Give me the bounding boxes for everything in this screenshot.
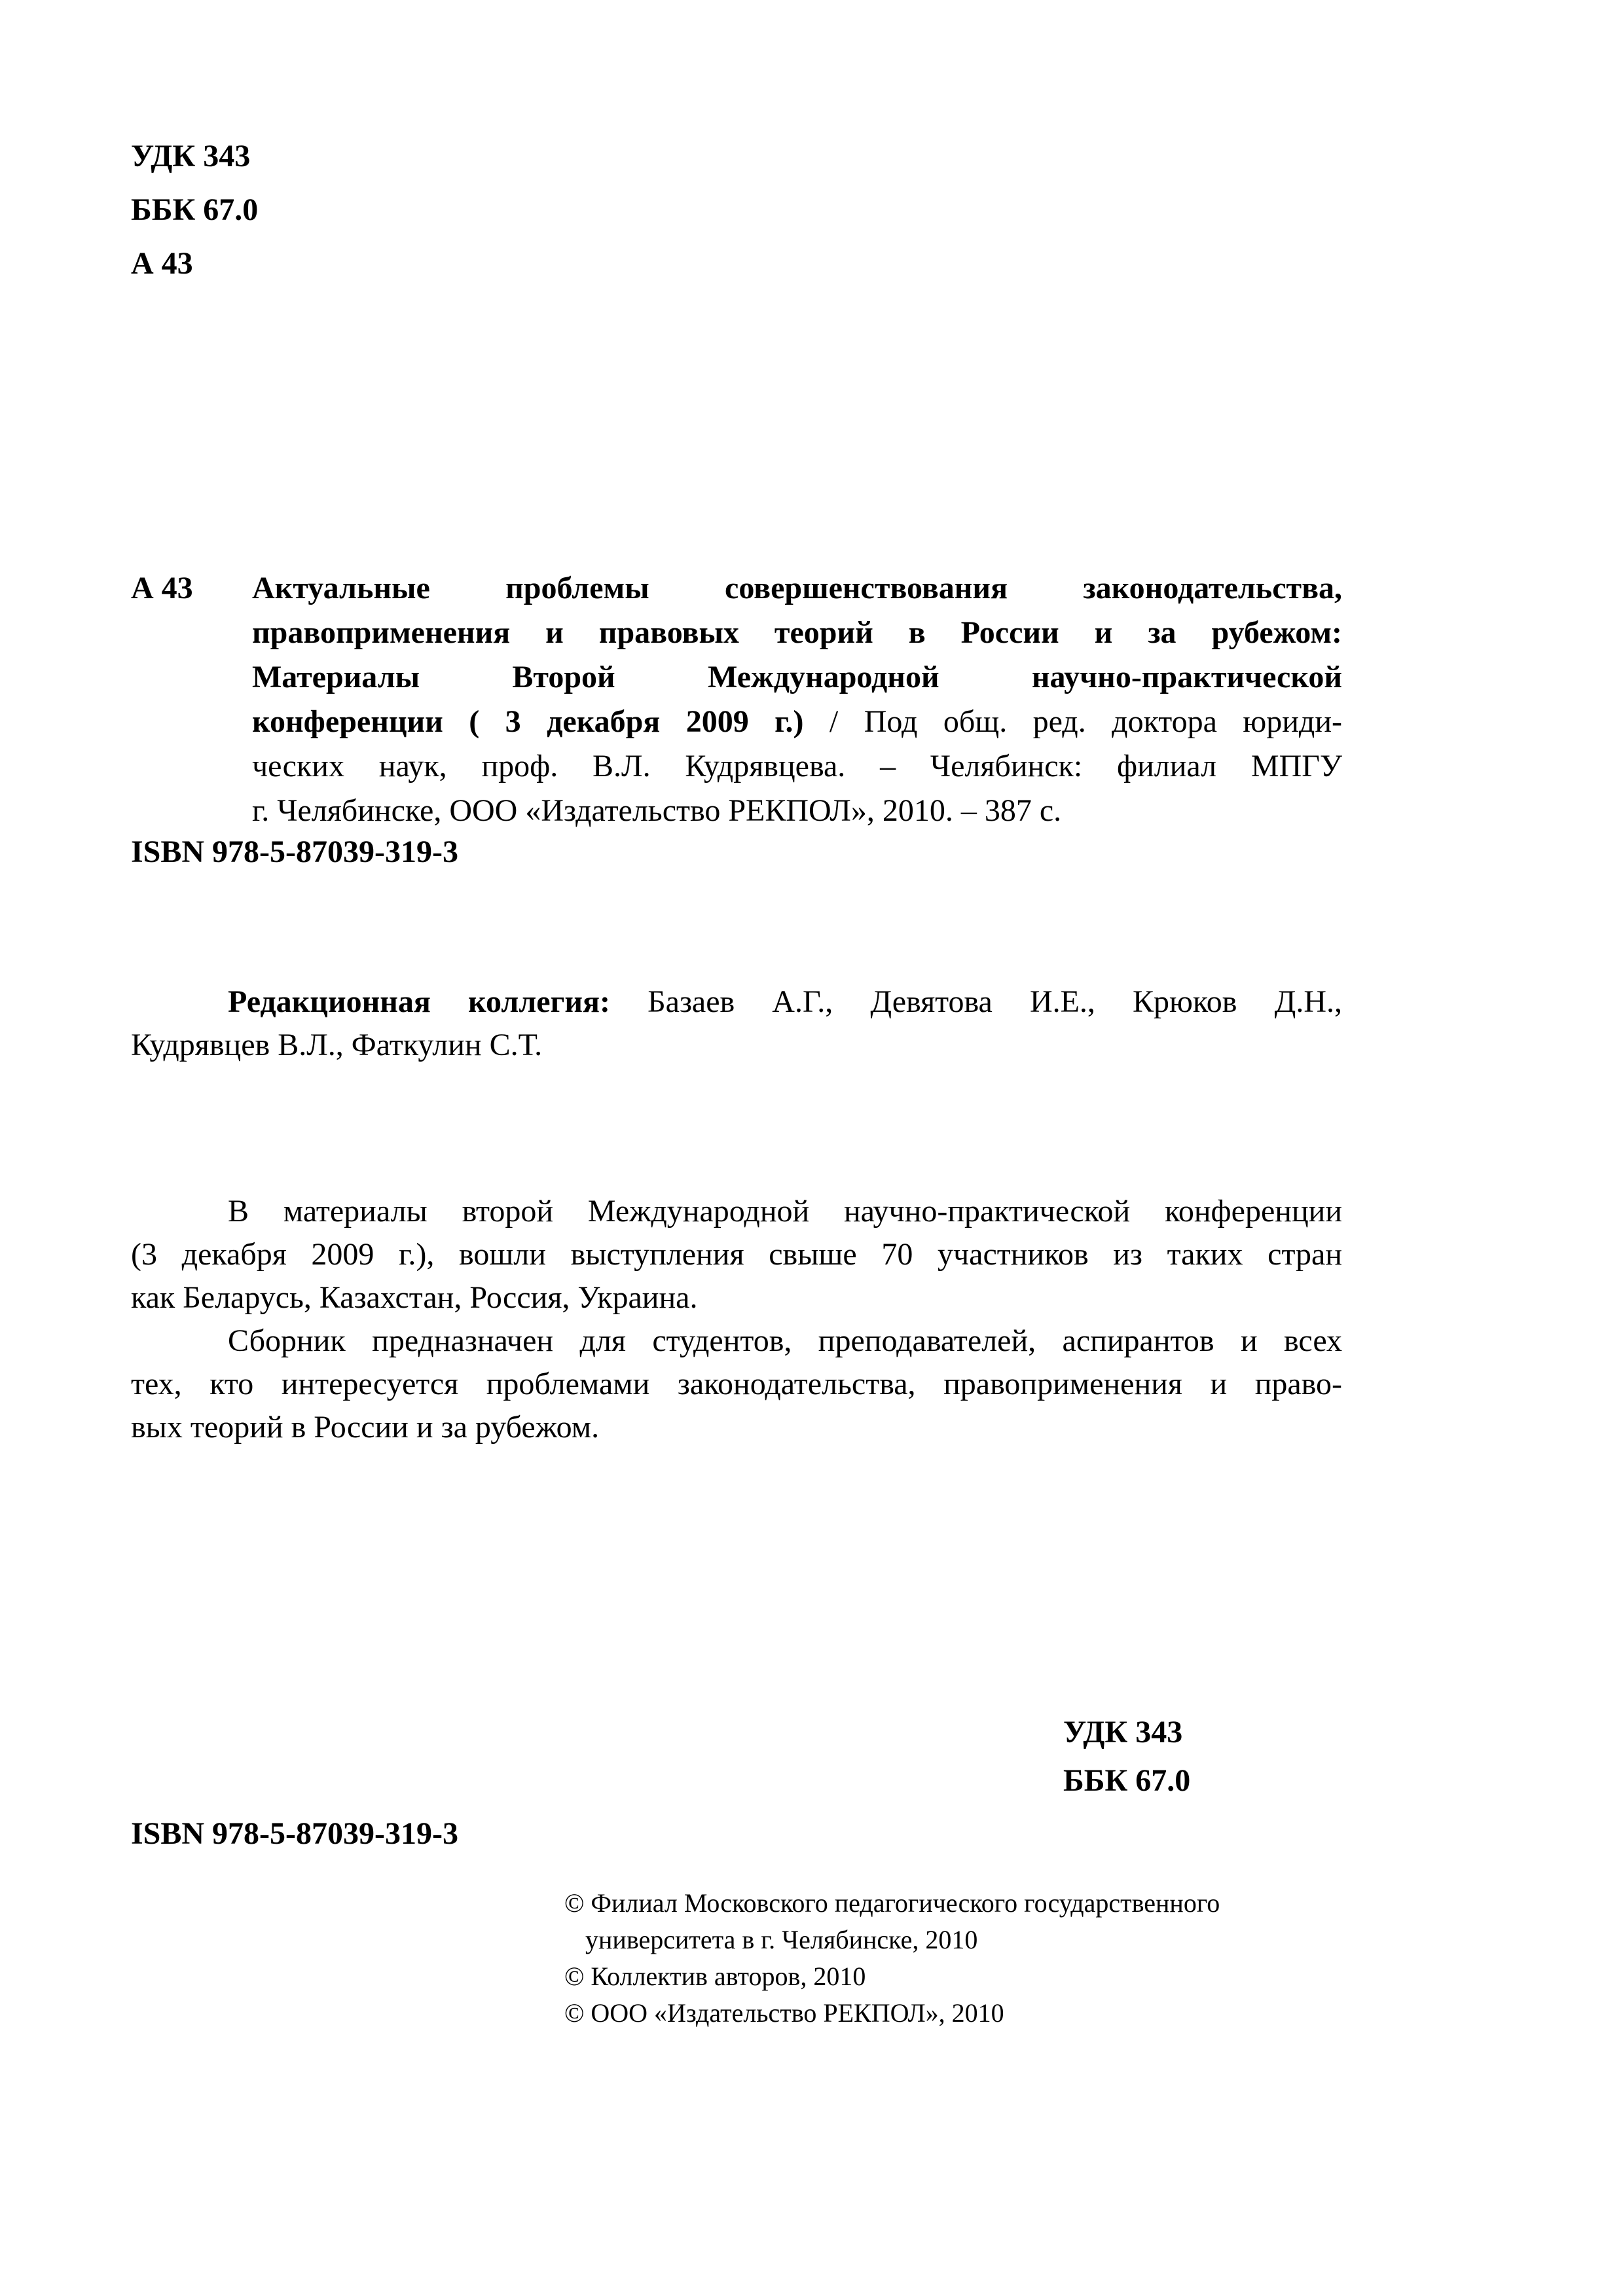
biblio-title-part: Актуальные проблемы совершенствования законодательства, (252, 571, 1342, 605)
biblio-line (252, 611, 1342, 655)
annotation-line: (3 декабря 2009 г.), вошли выступления свыше 70 участников из таких стран (131, 1237, 1342, 1272)
bbk-code-bottom: ББК 67.0 (1063, 1763, 1191, 1798)
biblio-title-part: Материалы Второй Международной научно-практической (252, 660, 1342, 694)
biblio-regular-part: г. Челябинске, ООО «Издательство РЕКПОЛ», 2010. – 387 с. (252, 793, 1062, 828)
editorial-line-2: Кудрявцев В.Л., Фаткулин С.Т. (131, 1028, 543, 1062)
biblio-regular-part: ческих наук, проф. В.Л. Кудрявцева. – Челябинск: филиал МПГУ (252, 749, 1342, 783)
annotation-line: как Беларусь, Казахстан, Россия, Украина. (131, 1280, 698, 1315)
classification-top (131, 130, 258, 291)
isbn-bottom: ISBN 978-5-87039-319-3 (131, 1816, 458, 1851)
annotation-line: вых теорий в России и за рубежом. (131, 1410, 600, 1444)
classification-bottom (1063, 1708, 1190, 1805)
editorial-names: Базаев А.Г., Девятова И.Е., Крюков Д.Н., (610, 984, 1342, 1019)
biblio-title-part: конференции ( 3 декабря 2009 г.) (252, 704, 804, 739)
copyright-line: © ООО «Издательство РЕКПОЛ», 2010 (564, 1998, 1004, 2028)
editorial-label: Редакционная коллегия: (228, 984, 610, 1019)
bbk-code: ББК 67.0 (131, 192, 259, 227)
biblio-line (252, 655, 1342, 700)
copyright-line: университета в г. Челябинске, 2010 (585, 1925, 978, 1954)
isbn-top: ISBN 978-5-87039-319-3 (131, 834, 458, 869)
biblio-line (252, 700, 1342, 744)
copyright-line: © Филиал Московского педагогического государственного (564, 1888, 1220, 1918)
annotation-line: В материалы второй Международной научно-практической конференции (228, 1194, 1342, 1229)
annotation-line: Сборник предназначен для студентов, преподавателей, аспирантов и всех (228, 1323, 1342, 1358)
author-mark: А 43 (131, 246, 193, 281)
copyright-block (564, 1885, 1220, 2032)
annotation-line: тех, кто интересуется проблемами законодательства, правоприменения и право- (131, 1367, 1342, 1401)
biblio-line (252, 744, 1342, 789)
udk-code: УДК 343 (131, 139, 251, 173)
annotation (131, 1190, 1342, 1449)
biblio-regular-part: / Под общ. ред. доктора юриди- (803, 704, 1342, 739)
udk-code-bottom: УДК 343 (1063, 1715, 1183, 1749)
editorial-line-1 (131, 980, 1342, 1024)
biblio-line (252, 789, 1342, 833)
editorial-board (131, 980, 1342, 1067)
biblio-title-part: правоприменения и правовых теорий в России и за рубежом: (252, 615, 1342, 650)
copyright-line: © Коллектив авторов, 2010 (564, 1962, 866, 1991)
bibliographic-record (252, 566, 1342, 833)
biblio-code: А 43 (131, 571, 193, 605)
biblio-line (252, 566, 1342, 611)
